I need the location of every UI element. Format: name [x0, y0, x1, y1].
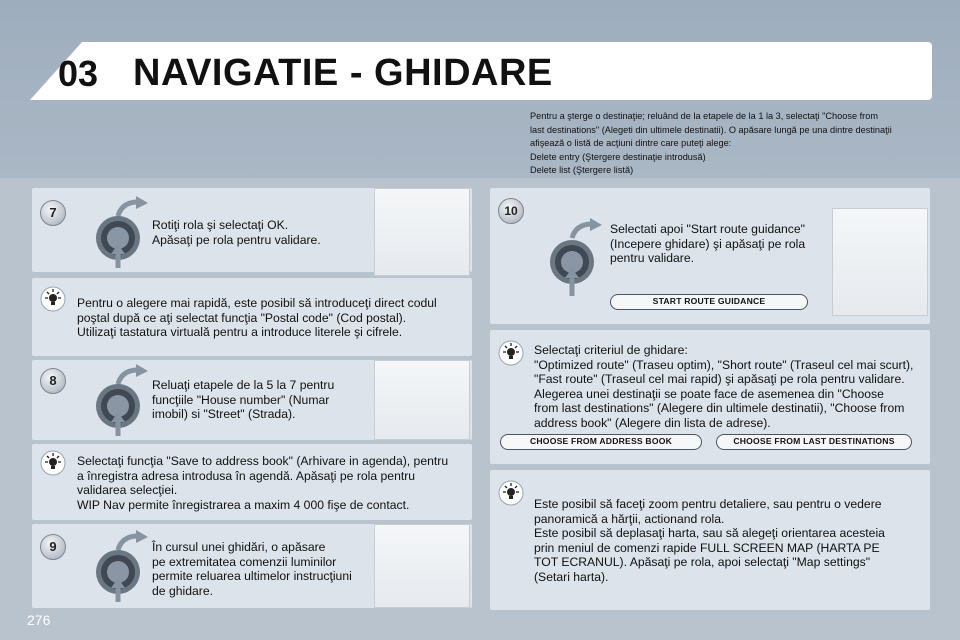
header-note-line: Delete entry (Ştergere destinaţie introdusă)	[530, 151, 706, 162]
text-line: Selectaţi criteriul de ghidare:	[534, 343, 688, 357]
header-note-line: Delete list (Ştergere listă)	[530, 165, 634, 175]
step-10-badge: 10	[498, 198, 524, 224]
rotary-knob-icon	[534, 216, 614, 300]
text-line: TOT ECRANUL). Apăsaţi pe rola, apoi selectaţi "Map settings"	[534, 555, 871, 570]
text-line: "Fast route" (Traseul cel mai rapid) şi apăsaţi pe rola pentru validare.	[534, 372, 905, 387]
tip-3-panel	[490, 330, 930, 464]
step-9-panel	[32, 524, 472, 608]
chapter-number: 03	[58, 53, 99, 94]
step-9-badge: 9	[40, 534, 66, 560]
text-line: Este posibil să deplasaţi harta, sau să alegeţi orientarea acesteia	[534, 526, 885, 541]
choose-from-address-book-button[interactable]: CHOOSE FROM ADDRESS BOOK	[500, 434, 702, 450]
tip-icon	[498, 480, 524, 506]
radio-panel-image	[374, 188, 470, 276]
text-line: permite reluarea ultimelor instrucţiuni	[152, 569, 352, 584]
text-line: pe extremitatea comenzii luminilor	[152, 554, 337, 569]
header-note-line: Pentru a şterge o destinaţie; reluând de la etapele de la 1 la 3, selectaţi "Choose from	[530, 111, 879, 121]
text-line: (Setari harta).	[534, 569, 609, 584]
tip-icon	[498, 340, 524, 366]
tip-4-text	[534, 497, 885, 585]
text-line: Reluaţi etapele de la 5 la 7 pentru	[152, 378, 335, 392]
header-note-line: last destinations" (Alegeti din ultimele destinatii). O apăsare lungă pe una dintre destinaţii	[530, 124, 892, 135]
text-line: Apăsaţi pe rola pentru validare.	[152, 232, 321, 247]
header-note	[530, 110, 940, 178]
page-number: 276	[27, 612, 51, 628]
step-7-badge: 7	[40, 200, 66, 226]
radio-panel-image	[374, 524, 470, 608]
step-7-panel	[32, 188, 472, 272]
text-line: În cursul unei ghidări, o apăsare	[152, 540, 326, 554]
radio-panel-image	[832, 208, 928, 316]
step-8-text	[152, 378, 334, 422]
text-line: address book" (Alegere din lista de adrese).	[534, 415, 771, 430]
text-line: prin meniul de comenzi rapide FULL SCREEN MAP (HARTA PE	[534, 540, 880, 555]
text-line: Selectaţi funcţia "Save to address book" (Arhivare in agenda), pentru	[77, 454, 449, 468]
text-line: Rotiţi rola şi selectaţi OK.	[152, 218, 289, 232]
start-route-guidance-button[interactable]: START ROUTE GUIDANCE	[610, 294, 808, 310]
text-line: WIP Nav permite înregistrarea a maxim 4 000 fişe de contact.	[77, 497, 410, 512]
text-line: (Incepere ghidare) şi apăsaţi pe rola	[610, 236, 806, 251]
step-8-badge: 8	[40, 368, 66, 394]
radio-panel-image	[374, 360, 470, 440]
text-line: Selectati apoi "Start route guidance"	[610, 222, 805, 236]
text-line: a înregistra adresa introdusa în agendă. Apăsaţi pe rola pentru	[77, 468, 416, 483]
text-line: poştal după ce aţi selectat funcţia "Postal code" (Cod postal).	[77, 310, 407, 325]
text-line: pentru validare.	[610, 251, 695, 266]
rotary-knob-icon	[80, 364, 160, 440]
tip-icon	[40, 286, 66, 312]
tip-icon	[40, 450, 66, 476]
text-line: Alegerea unei destinaţii se poate face de asemenea din "Choose	[534, 386, 884, 401]
text-line: imobil) si "Street" (Strada).	[152, 407, 296, 422]
text-line: "Optimized route" (Traseu optim), "Short route" (Traseul cel mai scurt),	[534, 357, 914, 372]
text-line: de ghidare.	[152, 583, 213, 598]
text-line: Utilizaţi tastatura virtuală pentru a introduce literele şi cifrele.	[77, 325, 403, 340]
chapter-title: NAVIGATIE - GHIDARE	[133, 52, 553, 94]
tip-4-panel	[490, 470, 930, 610]
step-8-panel	[32, 360, 472, 440]
tip-3-text	[534, 343, 913, 431]
tip-2-panel	[32, 444, 472, 520]
text-line: Este posibil să faceţi zoom pentru detaliere, sau pentru o vedere	[534, 497, 882, 511]
step-9-text	[152, 540, 352, 598]
step-7-text	[152, 218, 321, 247]
tip-1-panel	[32, 278, 472, 356]
text-line: funcţiile "House number" (Numar	[152, 392, 330, 407]
choose-from-last-destinations-button[interactable]: CHOOSE FROM LAST DESTINATIONS	[716, 434, 912, 450]
text-line: Pentru o alegere mai rapidă, este posibil să introduceţi direct codul	[77, 296, 437, 310]
tip-1-text	[77, 296, 437, 340]
rotary-knob-icon	[80, 196, 160, 272]
text-line: from last destinations" (Alegere din ultimele destinatii), "Choose from	[534, 401, 905, 416]
text-line: validarea selecţiei.	[77, 483, 178, 498]
text-line: panoramică a hărţii, actionand rola.	[534, 511, 725, 526]
step-10-text	[610, 222, 805, 266]
step-10-panel	[490, 188, 930, 324]
header-note-line: afişează o listă de acţiuni dintre care puteţi alege:	[530, 138, 732, 148]
tip-2-text	[77, 454, 448, 512]
rotary-knob-icon	[80, 530, 160, 606]
